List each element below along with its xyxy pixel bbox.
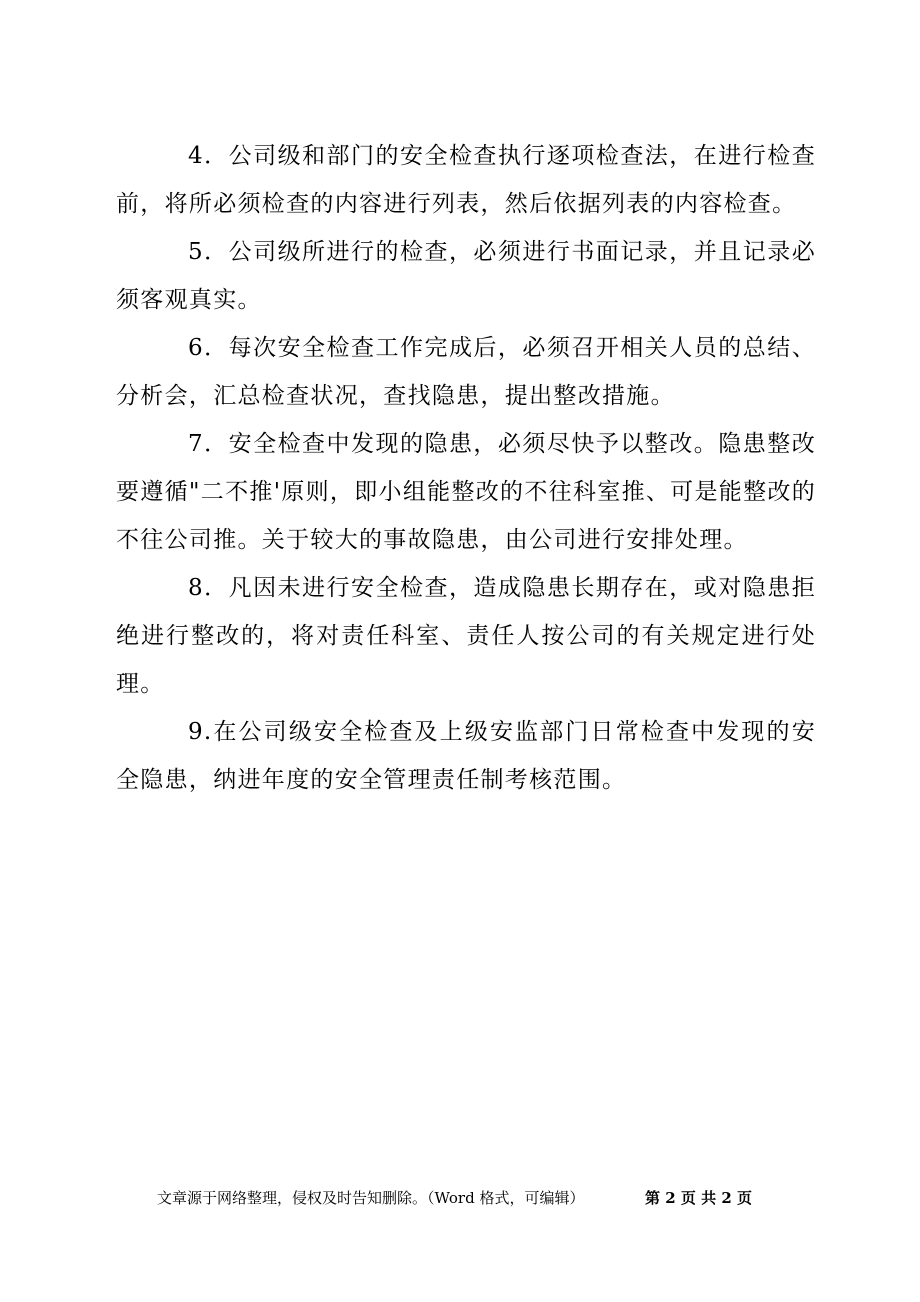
paragraph-item-6: 6．每次安全检查工作完成后，必须召开相关人员的总结、分析会，汇总检查状况，查找隐患，提出整改措施。 [116, 335, 816, 409]
paragraph-item-7: 7．安全检查中发现的隐患，必须尽快予以整改。隐患整改要遵循"二不推'原则，即小组能整改的不往科室推、可是能整改的不往公司推。关于较大的事故隐患，由公司进行安排处理。 [116, 431, 816, 553]
paragraph-item-4: 4．公司级和部门的安全检查执行逐项检查法，在进行检查前，将所必须检查的内容进行列表，然后依据列表的内容检查。 [116, 143, 816, 217]
document-body [116, 132, 816, 804]
page-number: 第 2 页 共 2 页 [645, 1189, 752, 1207]
paragraph-item-5: 5．公司级所进行的检查，必须进行书面记录，并且记录必须客观真实。 [116, 239, 816, 313]
paragraph-item-8: 8．凡因未进行安全检查，造成隐患长期存在，或对隐患拒绝进行整改的，将对责任科室、责任人按公司的有关规定进行处理。 [116, 575, 816, 697]
page-footer [157, 1186, 777, 1210]
paragraph-item-9: 9.在公司级安全检查及上级安监部门日常检查中发现的安全隐患，纳进年度的安全管理责任制考核范围。 [116, 719, 816, 793]
footer-note: 文章源于网络整理，侵权及时告知删除。（Word 格式，可编辑） [157, 1189, 585, 1207]
